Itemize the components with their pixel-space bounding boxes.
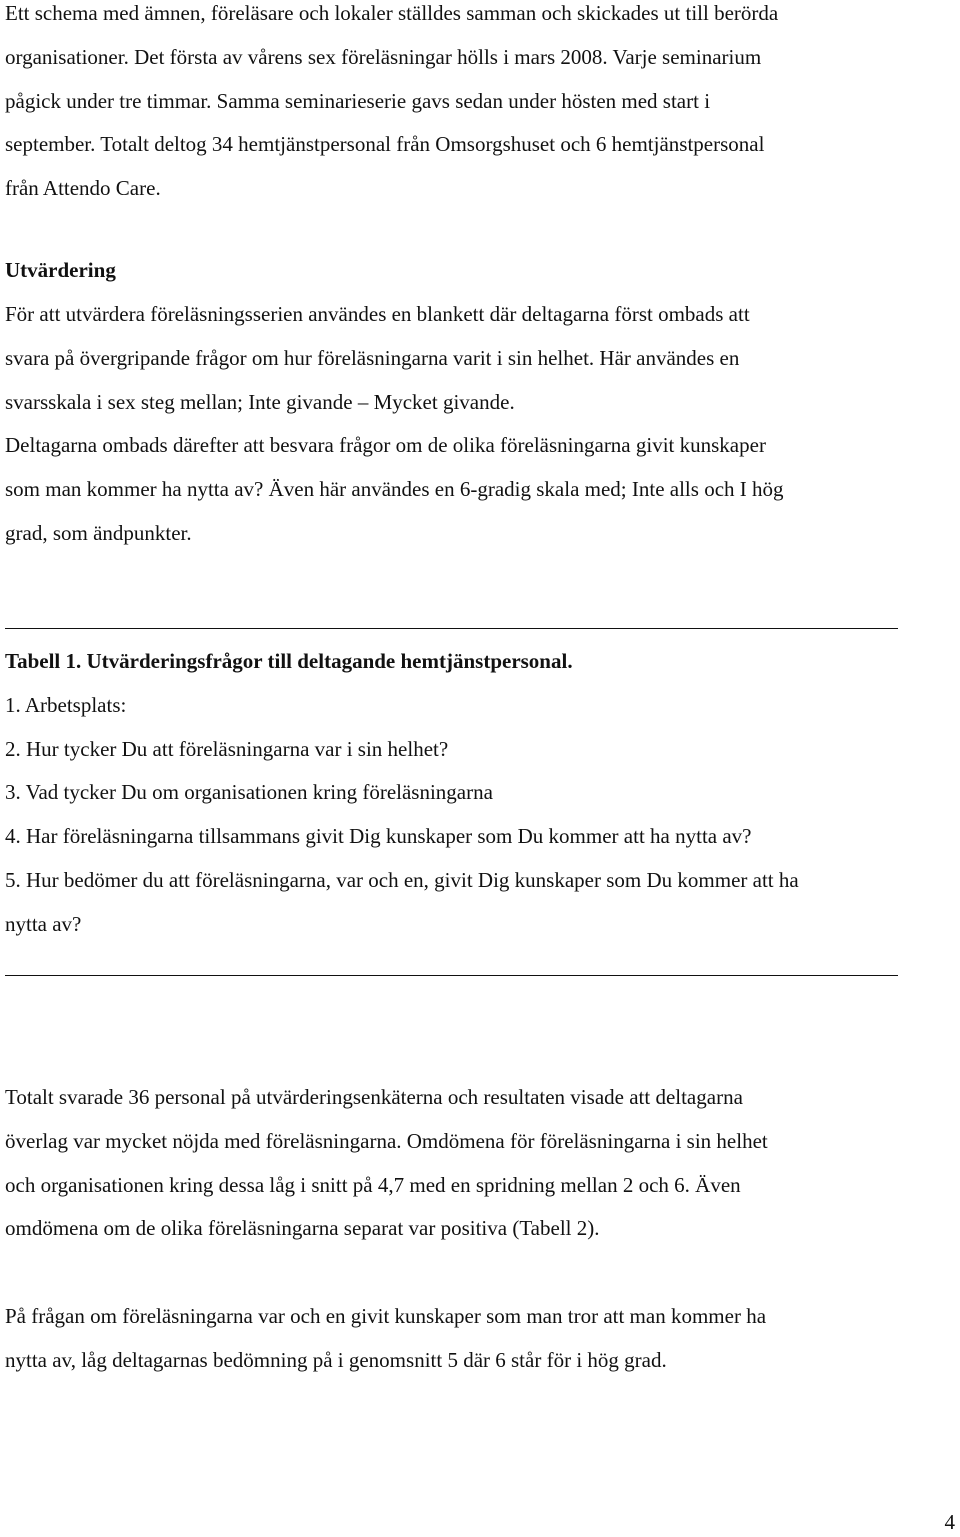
- evaluation-line: grad, som ändpunkter.: [5, 520, 192, 545]
- table-question: 1. Arbetsplats:: [5, 692, 127, 717]
- intro-line: organisationer. Det första av vårens sex föreläsningar hölls i mars 2008. Varje seminarium: [5, 44, 762, 69]
- evaluation-line: För att utvärdera föreläsningsserien användes en blankett där deltagarna först ombads att: [5, 302, 750, 326]
- knowledge-paragraph: [5, 1295, 955, 1383]
- table-question: 4. Har föreläsningarna tillsammans givit Dig kunskaper som Du kommer att ha nytta av?: [5, 824, 752, 849]
- knowledge-line: På frågan om föreläsningarna var och en givit kunskaper som man tror att man kommer ha: [5, 1304, 767, 1328]
- evaluation-line: svara på övergripande frågor om hur föreläsningarna varit i sin helhet. Här användes en: [5, 345, 740, 370]
- intro-line: september. Totalt deltog 34 hemtjänstpersonal från Omsorgshuset och 6 hemtjänstpersonal: [5, 132, 765, 157]
- table-question: 3. Vad tycker Du om organisationen kring föreläsningarna: [5, 780, 493, 805]
- intro-line: pågick under tre timmar. Samma seminarieserie gavs sedan under hösten med start i: [5, 88, 711, 113]
- results-line: omdömena om de olika föreläsningarna separat var positiva (Tabell 2).: [5, 1216, 600, 1241]
- evaluation-heading: Utvärdering: [5, 258, 116, 282]
- table-question: nytta av?: [5, 911, 82, 936]
- evaluation-line: som man kommer ha nytta av? Även här användes en 6-gradig skala med; Inte alls och I hög: [5, 477, 784, 502]
- results-line: överlag var mycket nöjda med föreläsningarna. Omdömena för föreläsningarna i sin helhet: [5, 1128, 768, 1153]
- table-1: [5, 640, 960, 947]
- evaluation-line: Deltagarna ombads därefter att besvara frågor om de olika föreläsningarna givit kunskaper: [5, 433, 766, 458]
- table-title: Tabell 1. Utvärderingsfrågor till deltagande hemtjänstpersonal.: [5, 649, 573, 673]
- evaluation-paragraph: [5, 293, 955, 556]
- evaluation-line: svarsskala i sex steg mellan; Inte givande – Mycket givande.: [5, 389, 515, 414]
- intro-line: från Attendo Care.: [5, 176, 161, 201]
- table-bottom-divider: [5, 975, 898, 976]
- results-line: Totalt svarade 36 personal på utvärderingsenkäterna och resultaten visade att deltagarna: [5, 1085, 743, 1109]
- table-top-divider: [5, 628, 898, 629]
- table-question: 5. Hur bedömer du att föreläsningarna, var och en, givit Dig kunskaper som Du kommer att ha: [5, 867, 799, 892]
- results-line: och organisationen kring dessa låg i snitt på 4,7 med en spridning mellan 2 och 6. Även: [5, 1172, 741, 1197]
- knowledge-line: nytta av, låg deltagarnas bedömning på i genomsnitt 5 där 6 står för i hög grad.: [5, 1347, 667, 1372]
- intro-paragraph: [5, 0, 955, 211]
- table-question: 2. Hur tycker Du att föreläsningarna var i sin helhet?: [5, 736, 449, 761]
- page-number: 4: [944, 1510, 955, 1534]
- intro-line: Ett schema med ämnen, föreläsare och lokaler ställdes samman och skickades ut till berörda: [5, 1, 779, 25]
- results-paragraph: [5, 1076, 955, 1251]
